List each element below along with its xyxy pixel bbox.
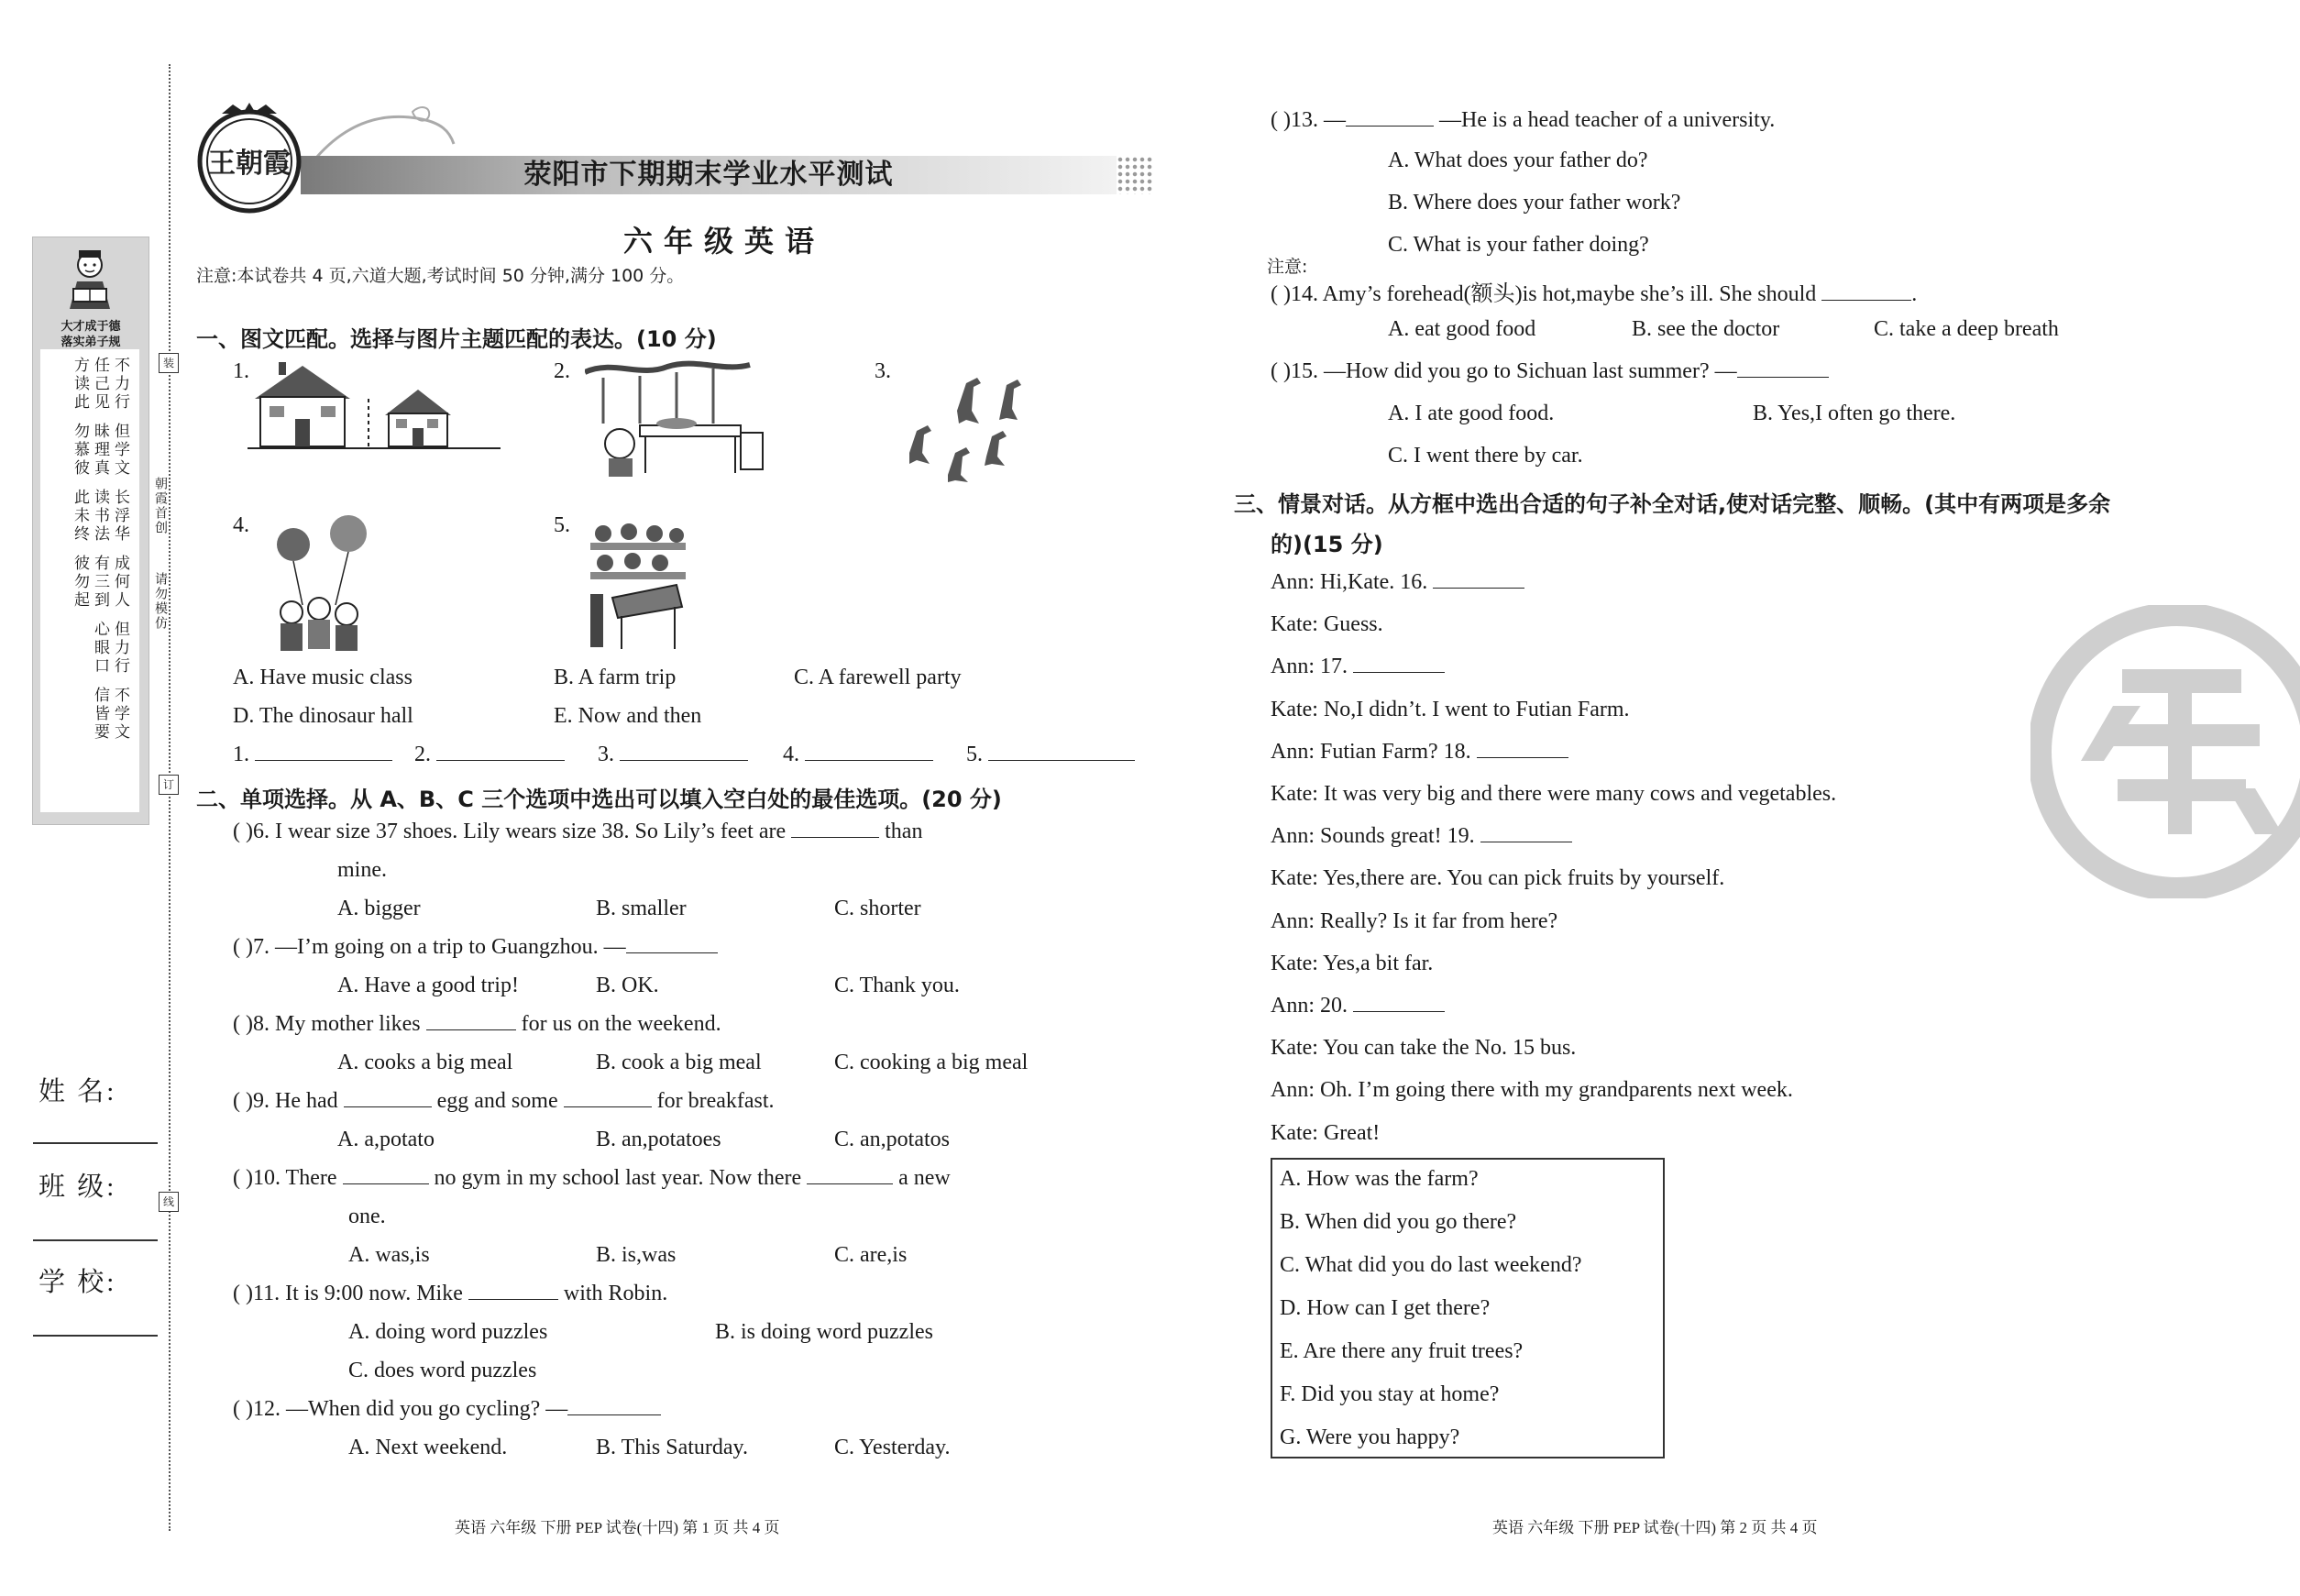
option-a: A. a,potato [337,1128,435,1151]
exam-title: 荥阳市下期期末学业水平测试 [523,159,894,191]
motto-column: 但学文 [112,423,129,478]
question-stem: ( )8. My mother likes [233,1012,421,1036]
question-stem: mine. [337,858,387,882]
question-stem: than [885,820,923,843]
motto-column: 彼勿起 [72,555,89,610]
option-e: E. Now and then [554,704,702,728]
dialogue-line [1271,1078,1793,1103]
section1-heading: 一、图文匹配。选择与图片主题匹配的表达。(10 分) [196,326,717,352]
choice-b: B. When did you go there? [1280,1210,1517,1234]
page-footer-left: 英语 六年级 下册 PEP 试卷(十四) 第 1 页 共 4 页 [455,1519,780,1536]
question-8 [233,1012,721,1037]
motto-column: 但力行 [112,621,129,676]
question-stem: ( )9. He had [233,1089,338,1113]
question-6 [233,820,922,844]
option-a: A. Have a good trip! [337,974,519,997]
answer-blank[interactable] [1480,825,1572,842]
title-bar-pattern [1117,156,1153,194]
answer-blank[interactable] [1346,109,1434,127]
answer-number: 4. [783,743,799,766]
question-stem: with Robin. [563,1282,668,1305]
answer-slot[interactable] [598,743,748,767]
option-d: D. The dinosaur hall [233,704,413,728]
school-field[interactable] [33,1335,158,1337]
option-c: C. Thank you. [834,974,960,997]
choice-f: F. Did you stay at home? [1280,1382,1500,1406]
name-field[interactable] [33,1142,158,1144]
option-a: A. Next weekend. [348,1436,508,1459]
picture-number: 5. [554,513,570,537]
houses-icon [248,362,501,454]
dialogue-text: Kate: It was very big and there were many cows and vegetables. [1271,782,1837,806]
answer-blank[interactable] [807,1167,893,1184]
question-12 [233,1397,661,1422]
option-c: C. shorter [834,897,921,920]
question-stem: a new [898,1166,951,1190]
dialogue-text: Ann: Really? Is it far from here? [1271,909,1558,933]
choice-e: E. Are there any fruit trees? [1280,1339,1524,1363]
exam-subtitle: 六年级英语 [622,224,825,259]
option-a: A. eat good food [1388,317,1536,341]
motto-head-line: 大才成于德 [61,319,121,333]
question-stem: for us on the weekend. [521,1012,721,1036]
question-stem: . [1911,282,1918,306]
answer-blank[interactable] [1737,360,1829,378]
answer-blank[interactable] [1353,655,1445,673]
answer-blank[interactable] [426,1013,516,1030]
question-15 [1271,359,1829,384]
answer-blank[interactable] [1477,741,1568,758]
binding-mark: 线 [159,1192,179,1212]
motto-column: 不力行 [112,357,129,412]
option-c: C. does word puzzles [348,1359,537,1382]
dialogue-text: Kate: Guess. [1271,612,1383,636]
answer-slot[interactable] [966,743,1135,767]
classroom-icon [585,515,688,649]
dialogue-line [1271,1121,1380,1146]
answer-blank[interactable] [791,820,879,838]
school-label: 学 校: [39,1268,117,1297]
answer-number: 1. [233,743,249,766]
motto-column: 任己见 [92,357,109,412]
option-b: B. see the doctor [1632,317,1780,341]
option-b: B. A farm trip [554,666,677,689]
option-b: B. smaller [596,897,687,920]
dialogue-line [1271,909,1557,934]
dialogue-text: Ann: Sounds great! 19. [1271,824,1475,848]
motto-column: 不学文 [112,687,129,742]
option-a: A. was,is [348,1243,430,1267]
question-stem: ( )6. I wear size 37 shoes. Lily wears size 38. So Lily’s feet are [233,820,787,843]
option-b: B. is,was [596,1243,677,1267]
name-label: 姓 名: [39,1077,117,1106]
dialogue-line [1271,782,1836,807]
question-stem: ( )14. Amy’s forehead(额头)is hot,maybe she’s ill. She should [1271,282,1817,306]
section3-heading-cont: 的)(15 分) [1271,532,1383,557]
answer-blank[interactable] [1821,283,1911,301]
binding-line [169,64,171,1531]
dialogue-text: Kate: No,I didn’t. I went to Futian Farm. [1271,698,1630,721]
answer-blank[interactable] [344,1090,432,1107]
option-c: C. cooking a big meal [834,1051,1029,1074]
motto-column: 成何人 [112,555,129,610]
motto-column: 有三到 [92,555,109,610]
motto-column: 读书法 [92,489,109,544]
picture-number: 2. [554,359,570,383]
dialogue-text: Kate: You can take the No. 15 bus. [1271,1036,1577,1060]
exam-notice: 注意:本试卷共 4 页,六道大题,考试时间 50 分钟,满分 100 分。 [196,266,685,286]
question-11 [233,1282,667,1306]
dialogue-line [1271,866,1724,891]
motto-column: 信皆要 [92,687,109,742]
dialogue-line [1271,994,1445,1018]
dialogue-line [1271,612,1383,637]
dialogue-text: Ann: 17. [1271,655,1348,678]
option-b: B. OK. [596,974,659,997]
vertical-tag: 请勿模仿 [153,572,167,631]
option-a: A. I ate good food. [1388,402,1555,425]
choice-d: D. How can I get there? [1280,1296,1491,1320]
dialogue-text: Kate: Yes,a bit far. [1271,952,1434,975]
question-7 [233,935,718,960]
answer-blank[interactable] [343,1167,429,1184]
answer-blank[interactable] [1353,995,1445,1012]
page-footer-right: 英语 六年级 下册 PEP 试卷(十四) 第 2 页 共 4 页 [1492,1519,1818,1536]
dialogue-text: Ann: Hi,Kate. 16. [1271,570,1428,594]
option-c: C. Yesterday. [834,1436,951,1459]
dialogue-text: Kate: Great! [1271,1121,1381,1145]
scholar-reading-icon [61,245,119,314]
notice-label: 注意: [1267,257,1308,277]
option-a: A. bigger [337,897,421,920]
question-stem: —He is a head teacher of a university. [1438,108,1776,132]
question-stem: ( )11. It is 9:00 now. Mike [233,1282,463,1305]
option-c: C. an,potatos [834,1128,950,1151]
motto-column: 勿慕彼 [72,423,89,478]
motto-column: 此未终 [72,489,89,544]
choice-a: A. How was the farm? [1280,1167,1479,1191]
binding-mark: 装 [159,353,179,373]
option-b: B. Yes,I often go there. [1753,402,1956,425]
answer-number: 5. [966,743,983,766]
question-9 [233,1089,775,1114]
question-10 [233,1166,951,1191]
motto-column: 方读此 [72,357,89,412]
motto-text-area [40,349,139,812]
binding-mark: 订 [159,775,179,795]
option-b: B. is doing word puzzles [715,1320,933,1344]
brand-logo-text: 王朝霞 [208,148,291,180]
choice-c: C. What did you do last weekend? [1280,1253,1582,1277]
question-14 [1271,275,1917,307]
question-stem: ( )15. —How did you go to Sichuan last summer? — [1271,359,1737,383]
choice-box [1271,1158,1665,1458]
dialogue-text: Kate: Yes,there are. You can pick fruits by yourself. [1271,866,1725,890]
seal-stamp-icon [2030,605,2300,898]
picture-number: 3. [875,359,891,383]
class-label: 班 级: [39,1172,117,1202]
answer-slot[interactable] [414,743,565,767]
question-stem: ( )12. —When did you go cycling? — [233,1397,568,1421]
dialogue-text: Ann: Futian Farm? 18. [1271,740,1471,764]
option-a: A. cooks a big meal [337,1051,513,1074]
motto-column: 心眼口 [92,621,109,676]
motto-column: 昧理真 [92,423,109,478]
option-a: A. Have music class [233,666,413,689]
question-13 [1271,108,1775,133]
answer-slot[interactable] [783,743,933,767]
question-stem: for breakfast. [656,1089,775,1113]
dialogue-line [1271,1036,1576,1061]
motto-column: 长浮华 [112,489,129,544]
option-c: C. I went there by car. [1388,444,1583,468]
answer-blank[interactable] [564,1090,652,1107]
brand-logo-icon [193,101,307,215]
dialogue-line [1271,740,1568,765]
question-stem: ( )7. —I’m going on a trip to Guangzhou. — [233,935,626,959]
option-b: B. Where does your father work? [1388,191,1681,215]
option-b: B. an,potatoes [596,1128,721,1151]
option-b: B. cook a big meal [596,1051,762,1074]
dialogue-text: Ann: 20. [1271,994,1348,1018]
picture-number: 1. [233,359,249,383]
question-stem: ( )13. — [1271,108,1346,132]
question-stem: egg and some [436,1089,558,1113]
option-a: A. doing word puzzles [348,1320,548,1344]
dialogue-line [1271,698,1630,722]
party-kids-icon [259,513,376,656]
answer-blank[interactable] [567,1398,661,1415]
dinosaurs-icon [902,365,1049,482]
dialogue-line [1271,824,1572,849]
option-c: C. A farewell party [794,666,962,689]
question-stem: ( )10. There [233,1166,337,1190]
picture-number: 4. [233,513,249,537]
answer-blank[interactable] [626,936,718,953]
option-b: B. This Saturday. [596,1436,748,1459]
motto-panel [32,237,149,825]
option-a: A. What does your father do? [1388,149,1648,172]
answer-number: 2. [414,743,431,766]
class-field[interactable] [33,1239,158,1241]
answer-blank[interactable] [1433,571,1524,589]
vertical-tag: 朝霞首创 [153,477,167,535]
section3-heading: 三、情景对话。从方框中选出合适的句子补全对话,使对话完整、顺畅。(其中有两项是多余 [1234,491,2111,517]
answer-number: 3. [598,743,614,766]
dialogue-text: Ann: Oh. I’m going there with my grandparents next week. [1271,1078,1793,1102]
option-c: C. What is your father doing? [1388,233,1649,257]
question-stem: one. [348,1205,386,1228]
section2-heading: 二、单项选择。从 A、B、C 三个选项中选出可以填入空白处的最佳选项。(20 分) [196,787,1002,812]
motto-head-line: 落实弟子规 [61,335,121,348]
answer-slot[interactable] [233,743,392,767]
farm-table-icon [585,359,768,477]
dialogue-line [1271,655,1445,679]
answer-blank[interactable] [468,1282,558,1300]
question-stem: no gym in my school last year. Now there [434,1166,802,1190]
option-c: C. are,is [834,1243,908,1267]
dialogue-line [1271,570,1524,595]
choice-g: G. Were you happy? [1280,1425,1460,1449]
option-c: C. take a deep breath [1874,317,2059,341]
dialogue-line [1271,952,1433,976]
